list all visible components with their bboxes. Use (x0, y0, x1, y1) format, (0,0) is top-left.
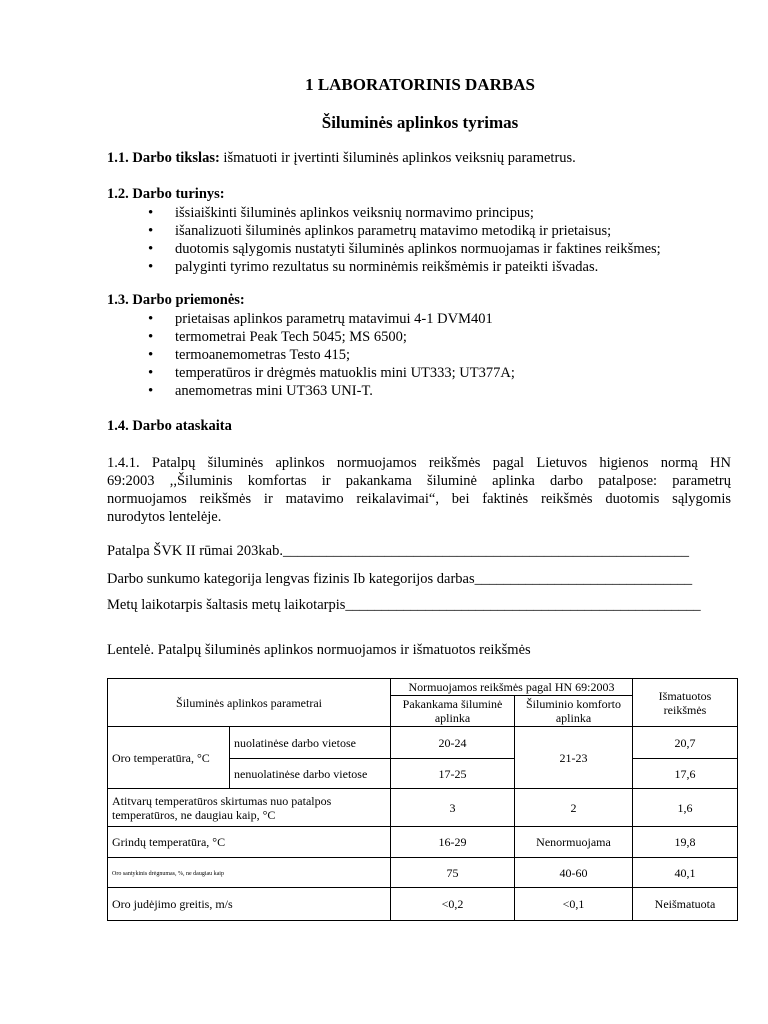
header-comfort: Šiluminio komforto aplinka (515, 696, 633, 727)
cell-value: 2 (515, 789, 633, 827)
header-sufficient: Pakankama šiluminė aplinka (391, 696, 515, 727)
room-field: Patalpa ŠVK II rūmai 203kab.________________________________________________________ (107, 543, 689, 559)
cell-value: 20-24 (391, 727, 515, 759)
row-sub-permanent: nuolatinėse darbo vietose (230, 727, 391, 759)
paragraph-line: 1.4.1. Patalpų šiluminės aplinkos normuojamos reikšmės pagal Lietuvos higienos normą HN (107, 455, 731, 471)
list-item: • temperatūros ir drėgmės matuoklis mini UT333; UT377A; (148, 364, 515, 382)
row-label-humidity: Oro santykinis drėgnumas, %, ne daugiau kaip (112, 871, 224, 877)
table-row (108, 888, 738, 921)
equipment-list (148, 310, 515, 400)
table-row (108, 827, 738, 858)
header-parameters: Šiluminės aplinkos parametrai (108, 679, 391, 727)
cell-value: 40-60 (515, 858, 633, 888)
section-1-3-label: 1.3. Darbo priemonės: (107, 292, 245, 308)
section-1-1 (107, 150, 576, 167)
cell-value: 20,7 (633, 727, 738, 759)
row-label-humidity-cell (108, 858, 391, 888)
row-label-wall-temp: Atitvarų temperatūros skirtumas nuo patalpos temperatūros, ne daugiau kaip, °C (108, 789, 391, 827)
cell-value: Nenormuojama (515, 827, 633, 858)
cell-value: <0,1 (515, 888, 633, 921)
list-item: • termoanemometras Testo 415; (148, 346, 515, 364)
header-normative: Normuojamos reikšmės pagal HN 69:2003 (391, 679, 633, 696)
row-sub-nonpermanent: nenuolatinėse darbo vietose (230, 759, 391, 789)
list-item: • anemometras mini UT363 UNI-T. (148, 382, 515, 400)
list-item: • išanalizuoti šiluminės aplinkos parametrų matavimo metodiką ir prietaisus; (148, 222, 661, 240)
cell-value: 19,8 (633, 827, 738, 858)
cell-value: 3 (391, 789, 515, 827)
section-1-1-label: 1.1. Darbo tikslas: (107, 150, 220, 166)
cell-value: 17,6 (633, 759, 738, 789)
cell-value: 21-23 (515, 727, 633, 789)
cell-value: 40,1 (633, 858, 738, 888)
parameters-table (107, 678, 738, 921)
doc-subtitle: Šiluminės aplinkos tyrimas (321, 113, 519, 132)
cell-value: 16-29 (391, 827, 515, 858)
paragraph-line: normuojamos reikšmės ir matavimo reikalavimai“, bei faktinės reikšmės duotomis sąlygomis (107, 491, 731, 507)
row-label-floor-temp: Grindų temperatūra, °C (108, 827, 391, 858)
table-caption: Lentelė. Patalpų šiluminės aplinkos normuojamos ir išmatuotos reikšmės (107, 642, 531, 658)
cell-value: 1,6 (633, 789, 738, 827)
row-label-air-speed: Oro judėjimo greitis, m/s (108, 888, 391, 921)
paragraph-line: nurodytos lentelėje. (107, 509, 222, 525)
cell-value: Neišmatuota (633, 888, 738, 921)
work-content-list (148, 204, 661, 276)
list-item: • termometrai Peak Tech 5045; MS 6500; (148, 328, 515, 346)
category-field: Darbo sunkumo kategorija lengvas fizinis Ib kategorijos darbas______________________________ (107, 571, 693, 587)
row-label-air-temp: Oro temperatūra, °C (108, 727, 230, 789)
list-item: • duotomis sąlygomis nustatyti šiluminės aplinkos normuojamas ir faktines reikšmes; (148, 240, 661, 258)
paragraph-1-4-1 (107, 454, 731, 526)
paragraph-line: 69:2003 ,,Šiluminis komfortas ir pakankama šiluminė aplinka darbo patalpose: parametrų (107, 473, 731, 489)
table-row (108, 858, 738, 888)
cell-value: 17-25 (391, 759, 515, 789)
table-row (108, 789, 738, 827)
period-field: Metų laikotarpis šaltasis metų laikotarpis_________________________________________________ (107, 597, 701, 613)
list-item: • palyginti tyrimo rezultatus su norminėmis reikšmėmis ir pateikti išvadas. (148, 258, 661, 276)
list-item: • išsiaiškinti šiluminės aplinkos veiksnių normavimo principus; (148, 204, 661, 222)
section-1-4-label: 1.4. Darbo ataskaita (107, 418, 232, 434)
list-item: • prietaisas aplinkos parametrų matavimui 4-1 DVM401 (148, 310, 515, 328)
cell-value: <0,2 (391, 888, 515, 921)
table-row (108, 727, 738, 759)
doc-title: 1 LABORATORINIS DARBAS (305, 75, 535, 94)
section-1-2-label: 1.2. Darbo turinys: (107, 186, 225, 202)
section-1-1-text: išmatuoti ir įvertinti šiluminės aplinkos veiksnių parametrus. (219, 150, 576, 166)
table-header-row (108, 679, 738, 696)
cell-value: 75 (391, 858, 515, 888)
header-measured: Išmatuotos reikšmės (633, 679, 738, 727)
